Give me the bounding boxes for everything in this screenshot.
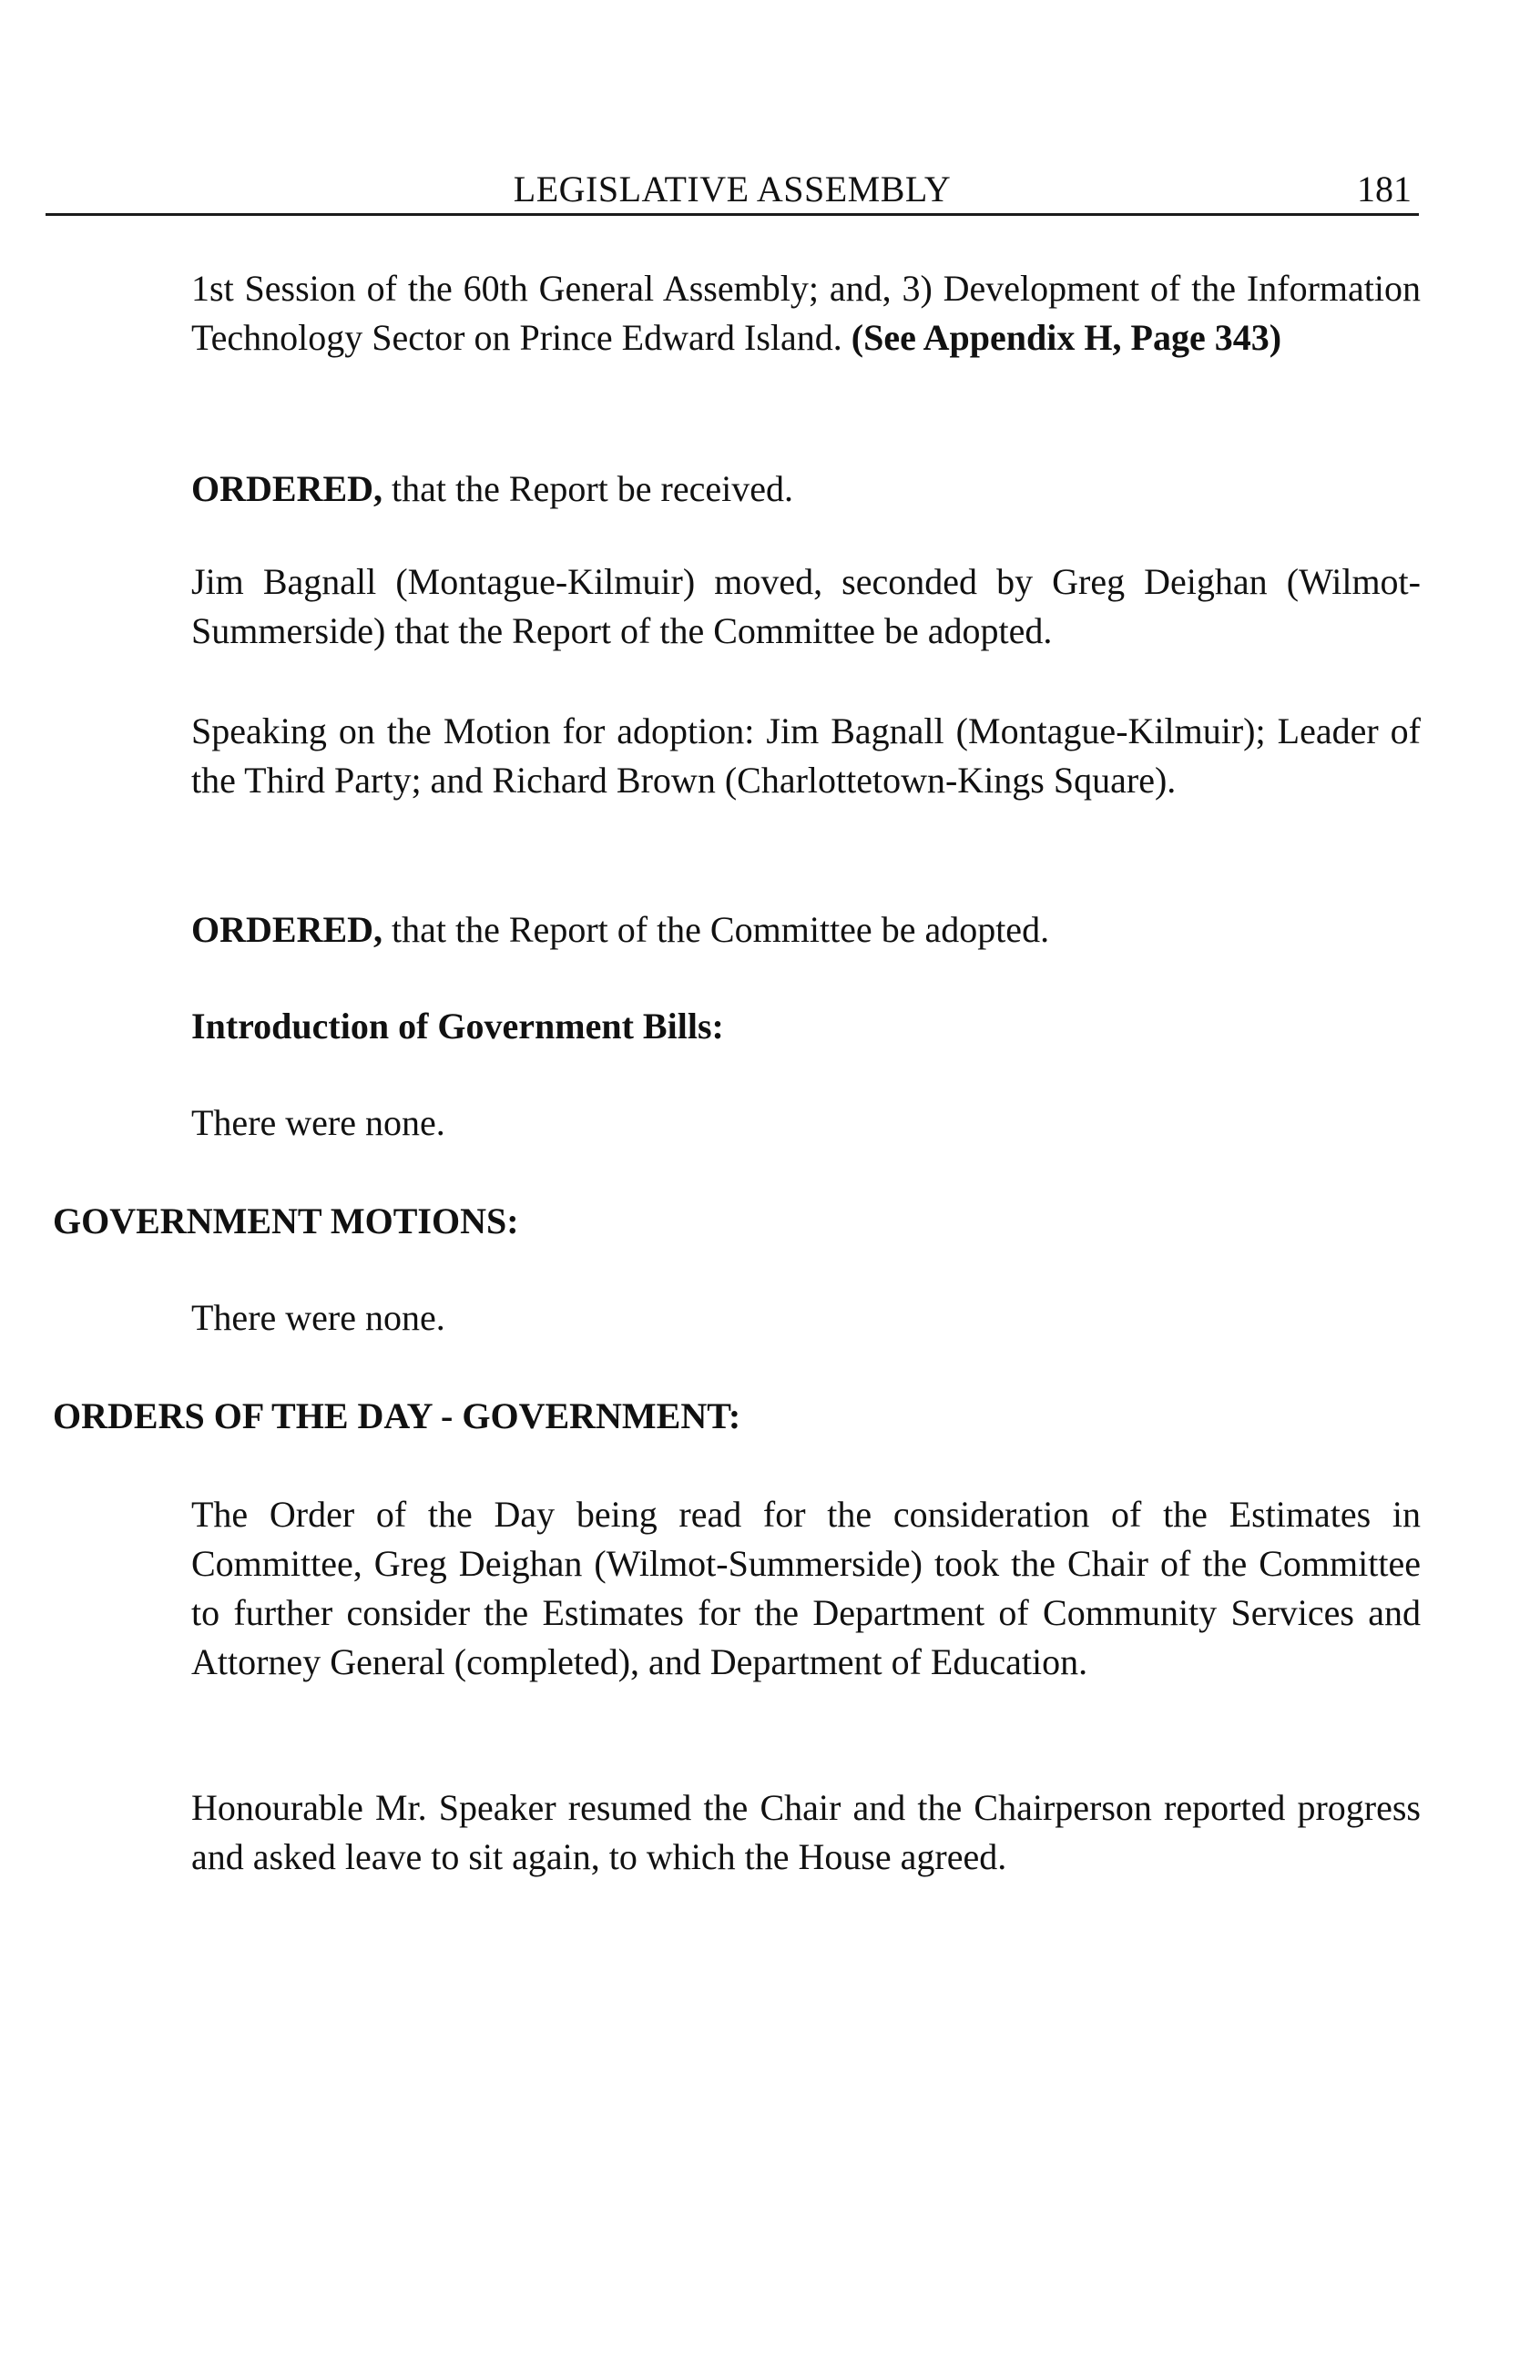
- running-title: LEGISLATIVE ASSEMBLY: [513, 169, 952, 209]
- paragraph-estimates-committee: [191, 1490, 1421, 1687]
- paragraph-none-motions: [191, 1293, 1421, 1343]
- appendix-reference: (See Appendix H, Page 343): [851, 317, 1282, 358]
- paragraph-committee-report: [191, 264, 1421, 363]
- ordered-label: ORDERED,: [191, 468, 383, 509]
- heading-government-motions: GOVERNMENT MOTIONS:: [53, 1200, 519, 1241]
- paragraph-text: that the Report of the Committee be adopted.: [382, 909, 1050, 950]
- paragraph-text: There were none.: [191, 1297, 445, 1338]
- paragraph-speaker-resumed: [191, 1783, 1421, 1882]
- paragraph-text: Honourable Mr. Speaker resumed the Chair and the Chairperson reported progress and asked leave to sit again, to which the House agreed.: [191, 1787, 1421, 1877]
- ordered-label: ORDERED,: [191, 909, 383, 950]
- paragraph-ordered-adopted: [191, 905, 1421, 955]
- paragraph-text: The Order of the Day being read for the consideration of the Estimates in Committee, Greg Deighan (Wilmot-Summerside) took the Chair of the Committee to further consider the Estimates for the Department of Community Services and Attorney General (completed), and Department of Education.: [191, 1494, 1421, 1682]
- paragraph-none-bills: [191, 1098, 1421, 1148]
- paragraph-text: that the Report be received.: [382, 468, 793, 509]
- paragraph-text: There were none.: [191, 1102, 445, 1143]
- heading-orders-of-the-day: ORDERS OF THE DAY - GOVERNMENT:: [53, 1395, 741, 1436]
- page-header: [46, 162, 1419, 216]
- paragraph-ordered-received: [191, 465, 1421, 514]
- paragraph-text: 1st Session of the 60th General Assembly; and, 3) Development of the Information Technology Sector on Prince Edward Island.: [191, 268, 1421, 358]
- page-number: 181: [1357, 169, 1412, 209]
- paragraph-text: Speaking on the Motion for adoption: Jim Bagnall (Montague-Kilmuir); Leader of the Third Party; and Richard Brown (Charlottetown-Kings Square).: [191, 710, 1421, 801]
- paragraph-text: Jim Bagnall (Montague-Kilmuir) moved, seconded by Greg Deighan (Wilmot-Summerside) that the Report of the Committee be adopted.: [191, 561, 1421, 651]
- subheading-government-bills: Introduction of Government Bills:: [191, 1006, 724, 1047]
- paragraph-speaking-on-motion: [191, 707, 1421, 805]
- paragraph-motion-moved: [191, 557, 1421, 656]
